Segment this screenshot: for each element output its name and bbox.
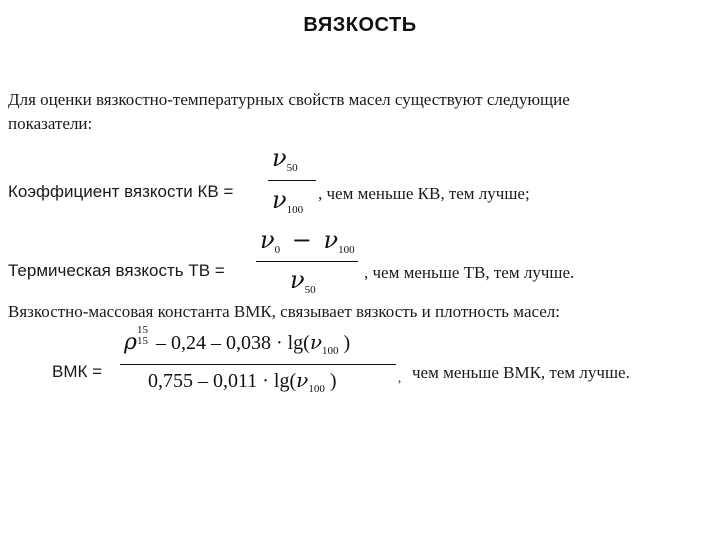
vmk-rho-sub: 15 bbox=[136, 335, 148, 347]
kv-fraction-bar bbox=[268, 180, 316, 181]
vmk-num-nu: ν bbox=[309, 330, 322, 354]
kv-den-nu: ν bbox=[272, 186, 287, 214]
vmk-rho: ρ bbox=[124, 330, 137, 355]
tv-den-nu: ν bbox=[290, 266, 305, 294]
vmk-den-close: ) bbox=[324, 370, 337, 392]
kv-note: , чем меньше КВ, тем лучше; bbox=[318, 184, 530, 203]
vmk-numerator bbox=[124, 324, 351, 357]
vmk-note: чем меньше ВМК, тем лучше. bbox=[412, 363, 630, 382]
tv-note: , чем меньше ТВ, тем лучше. bbox=[364, 263, 575, 282]
tv-num-sub-0: 0 bbox=[274, 244, 281, 256]
kv-num-sub: 50 bbox=[286, 162, 298, 174]
kv-den-sub: 100 bbox=[286, 204, 304, 216]
tv-num-sub-100: 100 bbox=[338, 244, 355, 256]
vmk-num-text: – 0,24 – 0,038 · lg( bbox=[150, 332, 310, 354]
kv-denominator bbox=[272, 186, 303, 216]
vmk-den-nu: ν bbox=[296, 368, 309, 392]
vmk-denominator bbox=[148, 368, 336, 395]
vmk-den-nu-sub: 100 bbox=[308, 383, 325, 395]
vmk-num-nu-sub: 100 bbox=[322, 345, 339, 357]
vmk-comma: , bbox=[398, 370, 402, 385]
kv-num-nu: ν bbox=[272, 144, 287, 172]
tv-num-minus: − bbox=[291, 226, 312, 254]
tv-denominator bbox=[290, 266, 316, 296]
vmk-num-close: ) bbox=[338, 332, 351, 354]
tv-label: Термическая вязкость ТВ = bbox=[8, 261, 225, 280]
kv-numerator bbox=[272, 144, 298, 174]
page-title: ВЯЗКОСТЬ bbox=[303, 14, 417, 36]
tv-num-nu-0: ν bbox=[260, 226, 275, 254]
tv-num-nu-100: ν bbox=[323, 226, 339, 254]
vmk-fraction-bar bbox=[120, 364, 396, 365]
intro-line-2: показатели: bbox=[8, 114, 93, 133]
kv-label: Коэффициент вязкости КВ = bbox=[8, 182, 234, 201]
vmk-den-text: 0,755 – 0,011 · lg( bbox=[148, 370, 297, 392]
tv-fraction-bar bbox=[256, 261, 358, 262]
intro-line-1: Для оценки вязкостно-температурных свойств масел существуют следующие bbox=[8, 90, 570, 109]
tv-den-sub: 50 bbox=[304, 284, 316, 296]
vmk-intro: Вязкостно-массовая константа ВМК, связывает вязкость и плотность масел: bbox=[8, 302, 561, 321]
tv-numerator bbox=[260, 226, 355, 256]
vmk-label: ВМК = bbox=[52, 362, 103, 381]
vmk-rho-sup: 15 bbox=[136, 324, 148, 336]
